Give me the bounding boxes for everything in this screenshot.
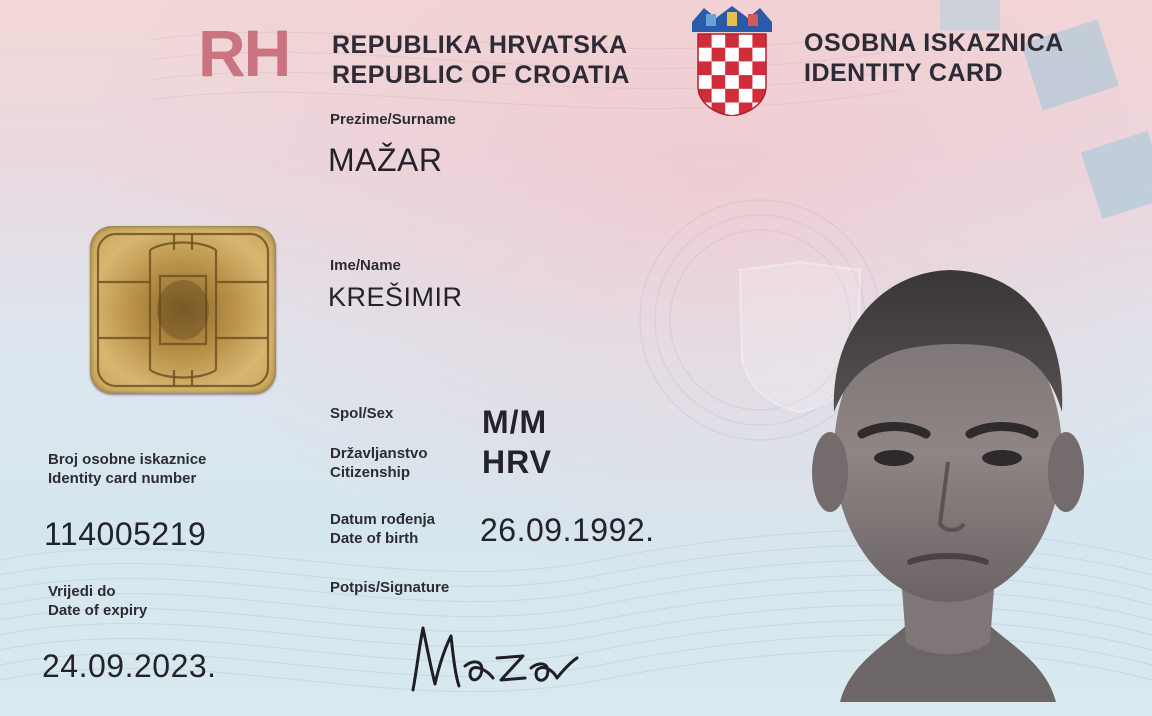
country-name-hr: REPUBLIKA HRVATSKA: [332, 31, 628, 59]
dob-label: [330, 510, 435, 548]
dob-value: 26.09.1992.: [480, 512, 655, 548]
smart-chip-icon: [90, 226, 276, 394]
document-type-hr: OSOBNA ISKAZNICA: [804, 29, 1064, 57]
surname-value: MAŽAR: [328, 142, 443, 178]
signature-icon: [405, 618, 585, 698]
dob-label-en: Date of birth: [330, 530, 419, 547]
citizenship-label-hr: Državljanstvo: [330, 445, 428, 462]
card-number-value: 114005219: [44, 516, 207, 552]
croatian-coat-of-arms-icon: [690, 4, 774, 116]
expiry-label: [48, 582, 147, 620]
document-type-en: IDENTITY CARD: [804, 59, 1004, 87]
sex-value: M/M: [482, 404, 548, 440]
citizenship-label: [330, 444, 428, 482]
citizenship-label-en: Citizenship: [330, 464, 411, 481]
portrait-photo-icon: [800, 262, 1096, 702]
dob-label-hr: Datum rođenja: [330, 511, 436, 528]
rh-logo: RH: [198, 16, 290, 90]
country-name-en: REPUBLIC OF CROATIA: [332, 61, 630, 89]
signature-label: Potpis/Signature: [330, 579, 450, 596]
expiry-label-hr: Vrijedi do: [48, 583, 116, 600]
sex-label: Spol/Sex: [330, 405, 394, 422]
citizenship-value: HRV: [482, 444, 552, 480]
surname-label: Prezime/Surname: [330, 111, 456, 128]
name-value: KREŠIMIR: [328, 282, 463, 312]
name-label: Ime/Name: [330, 257, 401, 274]
country-name-block: [332, 30, 630, 90]
expiry-value: 24.09.2023.: [42, 648, 217, 684]
expiry-label-en: Date of expiry: [48, 602, 148, 619]
card-number-label: [48, 450, 206, 488]
document-type-block: [804, 28, 1064, 88]
card-number-label-hr: Broj osobne iskaznice: [48, 451, 207, 468]
card-number-label-en: Identity card number: [48, 470, 197, 487]
